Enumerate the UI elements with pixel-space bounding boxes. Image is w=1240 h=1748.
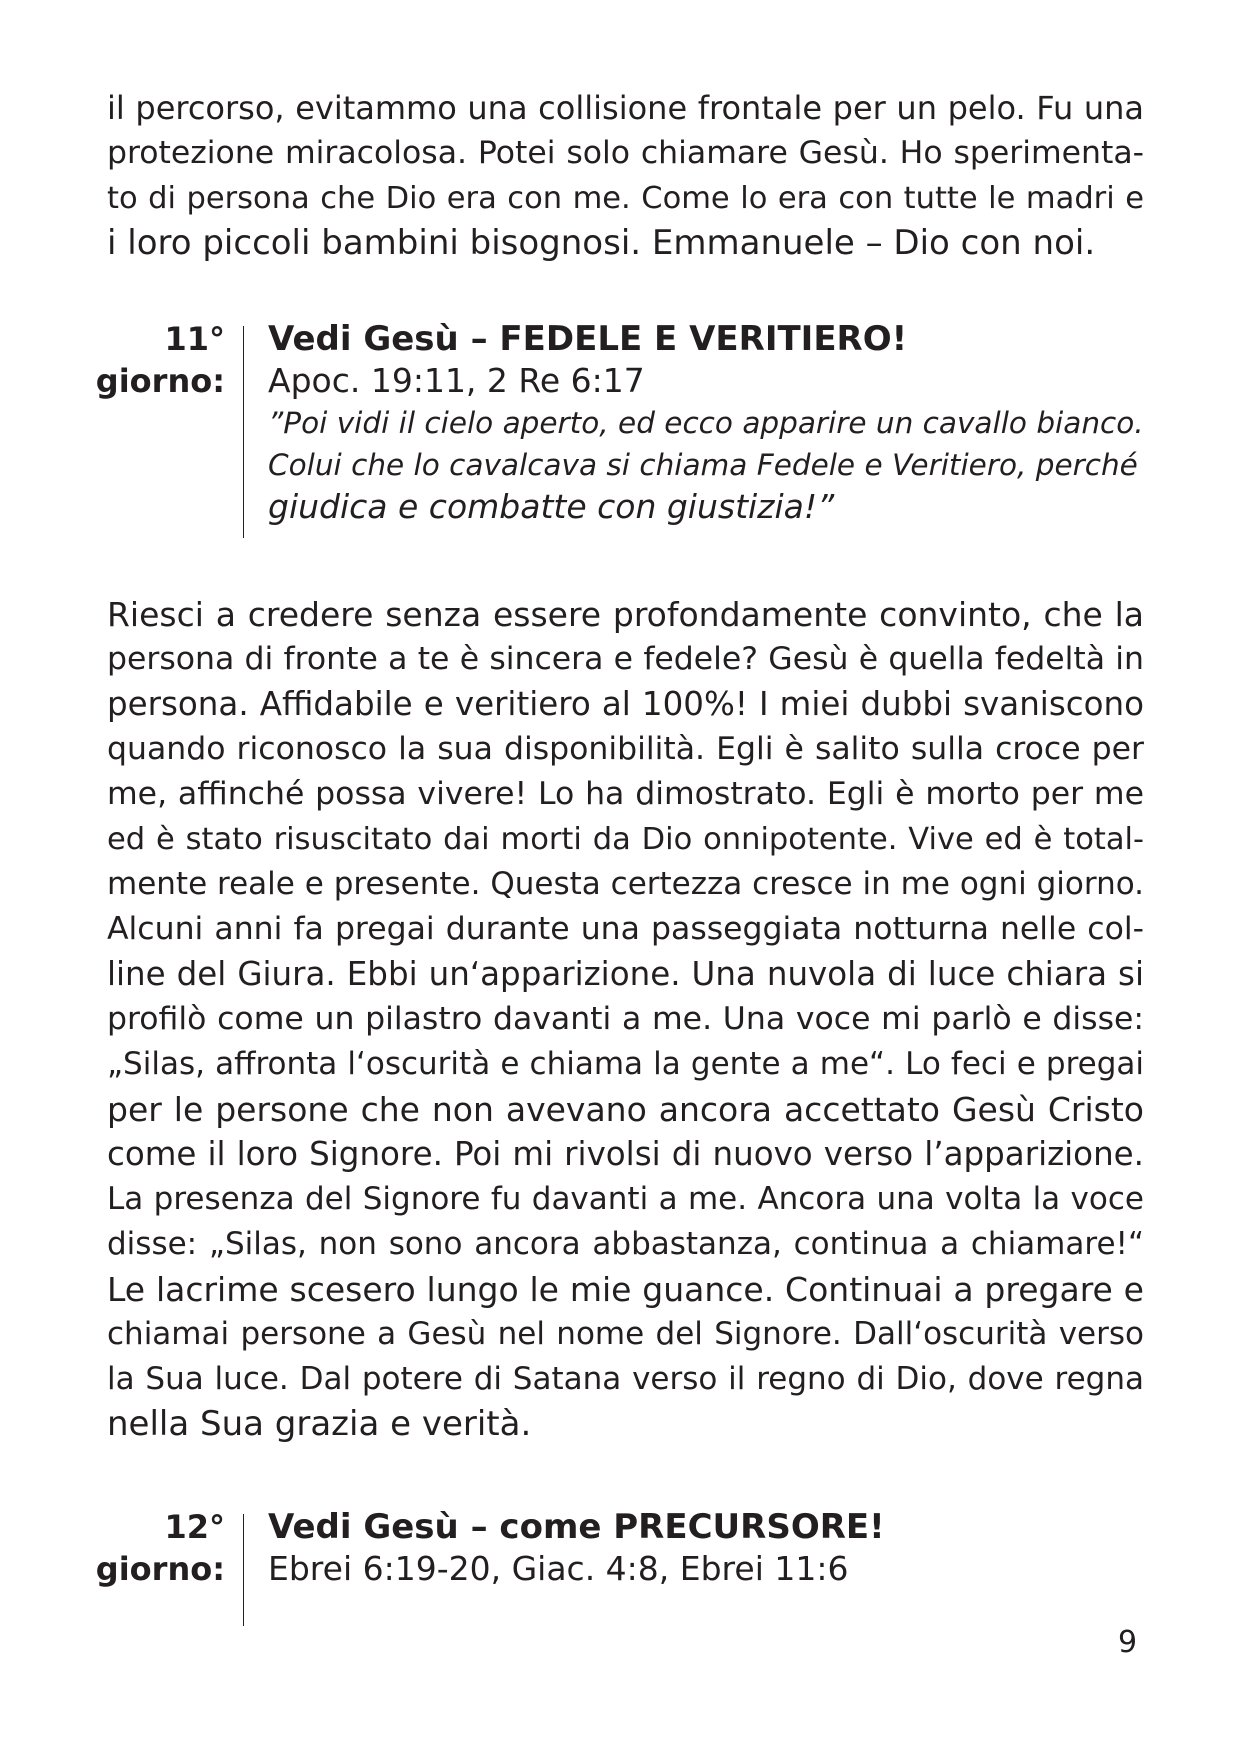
day-12-label	[96, 1506, 225, 1590]
day-word: giorno:	[95, 1550, 225, 1588]
day-heading: Vedi Gesù – come PRECURSORE!	[268, 1507, 885, 1547]
text-line: i loro piccoli bambini bisognosi. Emmanuele – Dio con noi.	[107, 223, 1096, 263]
quote-line: Colui che lo cavalcava si chiama Fedele e Veritiero, perché	[268, 448, 1138, 482]
text-line: Le lacrime scesero lungo le mie guance. Continuai a pregare e	[107, 1270, 1144, 1309]
text-line: nella Sua grazia e verità.	[107, 1404, 532, 1444]
text-line: protezione miracolosa. Potei solo chiamare Gesù. Ho sperimenta-	[107, 135, 1144, 171]
day-12-section	[0, 1506, 1240, 1626]
text-line: to di persona che Dio era con me. Come lo era con tutte le madri e	[107, 181, 1144, 216]
bible-quote	[268, 402, 1148, 528]
text-line: mente reale e presente. Questa certezza cresce in me ogni giorno.	[107, 866, 1144, 902]
vertical-divider	[243, 326, 244, 538]
day-heading: Vedi Gesù – FEDELE E VERITIERO!	[268, 319, 908, 359]
text-line: disse: „Silas, non sono ancora abbastanza, continua a chiamare!“	[107, 1226, 1144, 1262]
day-11-section	[0, 318, 1240, 542]
vertical-divider	[243, 1514, 244, 1626]
text-line: come il loro Signore. Poi mi rivolsi di nuovo verso l’apparizione.	[107, 1135, 1144, 1173]
text-line: line del Giura. Ebbi un‘apparizione. Una nuvola di luce chiara si	[107, 955, 1144, 993]
text-line: ed è stato risuscitato dai morti da Dio onnipotente. Vive ed è total-	[107, 822, 1144, 857]
text-line: per le persone che non avevano ancora accettato Gesù Cristo	[107, 1090, 1144, 1129]
text-line: profilò come un pilastro davanti a me. Una voce mi parlò e disse:	[107, 1001, 1144, 1037]
page-number: 9	[1118, 1625, 1138, 1660]
text-line: quando riconosco la sua disponibilità. Egli è salito sulla croce per	[107, 731, 1144, 767]
day-word: giorno:	[95, 362, 225, 400]
body-paragraph	[107, 592, 1144, 1447]
intro-paragraph	[107, 86, 1144, 266]
day-number: 12°	[164, 1508, 225, 1546]
day-11-label	[96, 318, 225, 402]
bible-reference: Apoc. 19:11, 2 Re 6:17	[268, 361, 645, 400]
text-line: Alcuni anni fa pregai durante una passeggiata notturna nelle col-	[107, 911, 1144, 947]
text-line: la Sua luce. Dal potere di Satana verso il regno di Dio, dove regna	[107, 1361, 1144, 1397]
text-line: me, affinché possa vivere! Lo ha dimostrato. Egli è morto per me	[107, 776, 1144, 812]
text-line: „Silas, affronta l‘oscurità e chiama la gente a me“. Lo feci e pregai	[107, 1046, 1144, 1082]
day-12-content	[268, 1506, 1148, 1590]
text-line: La presenza del Signore fu davanti a me. Ancora una volta la voce	[107, 1181, 1144, 1217]
text-line: chiamai persone a Gesù nel nome del Signore. Dall‘oscurità verso	[107, 1316, 1144, 1352]
bible-reference: Ebrei 6:19-20, Giac. 4:8, Ebrei 11:6	[268, 1549, 849, 1588]
text-line: persona. Affidabile e veritiero al 100%! I miei dubbi svaniscono	[107, 685, 1144, 723]
text-line: il percorso, evitammo una collisione frontale per un pelo. Fu una	[107, 89, 1144, 127]
text-line: Riesci a credere senza essere profondamente convinto, che la	[107, 595, 1144, 634]
day-number: 11°	[164, 320, 225, 358]
day-11-content	[268, 318, 1148, 528]
text-line: persona di fronte a te è sincera e fedele? Gesù è quella fedeltà in	[107, 641, 1144, 677]
quote-line: giudica e combatte con giustizia!”	[268, 487, 835, 526]
quote-line: ”Poi vidi il cielo aperto, ed ecco apparire un cavallo bianco.	[268, 406, 1144, 440]
